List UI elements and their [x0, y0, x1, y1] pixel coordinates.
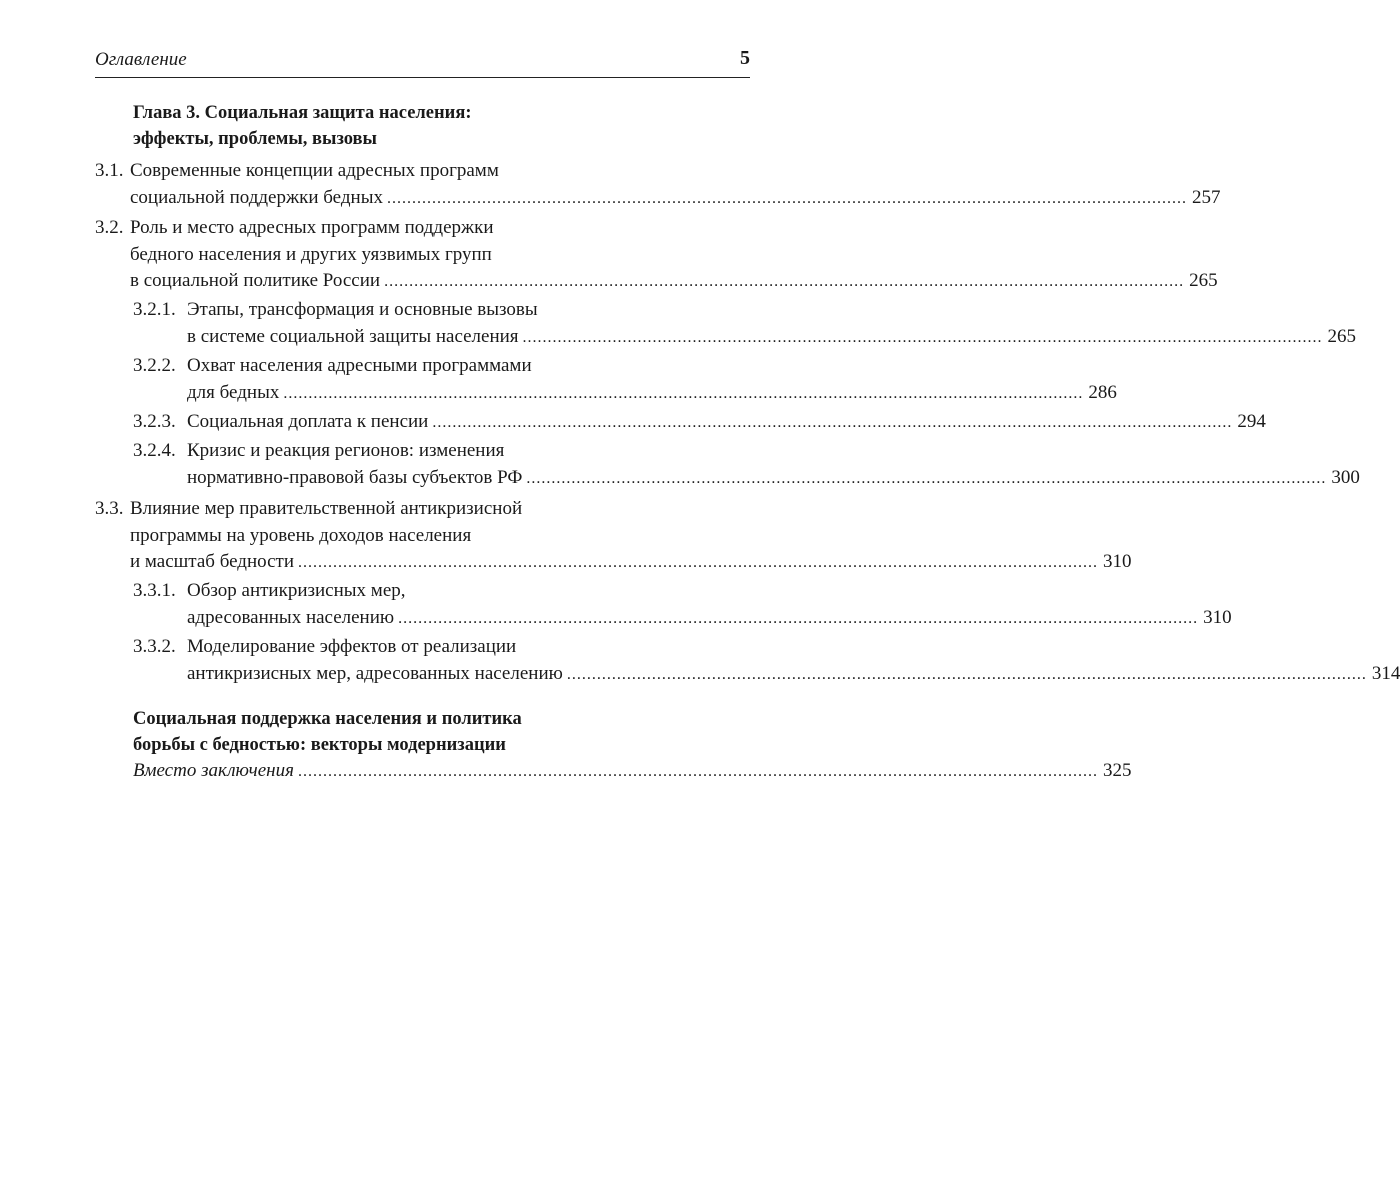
toc-entry-page: 265 [1189, 270, 1218, 291]
toc-entry-line: Роль и место адресных программ поддержки [130, 217, 494, 238]
dot-leader: ................................................................................................................................................................ [526, 469, 1327, 487]
toc-entry-last-line [187, 380, 1117, 408]
toc-entry-title-end: адресованных населению [187, 606, 395, 628]
dot-leader: ................................................................................................................................................................ [298, 554, 1099, 571]
toc-entry-last-line [130, 549, 1132, 577]
toc-entry-3-2[interactable] [95, 215, 1218, 296]
toc-entry-page: 314 [1371, 662, 1400, 684]
toc-entry-last-line [187, 409, 1266, 437]
toc-entry-3-3-1[interactable] [133, 578, 1232, 632]
toc-entry-page: 294 [1237, 411, 1266, 432]
dot-leader: ................................................................................................................................................................ [566, 665, 1367, 683]
toc-entry-number: 3.2.1. [133, 299, 176, 320]
conclusion-heading [133, 706, 522, 758]
toc-entry-title-end: Социальная доплата к пенсии [187, 411, 429, 432]
toc-entry-line: Кризис и реакция регионов: изменения [187, 440, 505, 461]
toc-entry-last-line [187, 605, 1232, 633]
chapter-heading-line-1: Глава 3. Социальная защита населения: [133, 103, 472, 123]
toc-entry-number: 3.3.1. [133, 580, 176, 601]
toc-entry-title-end: нормативно-правовой базы субъектов РФ [187, 466, 523, 488]
dot-leader: ................................................................................................................................................................ [386, 189, 1187, 207]
toc-entry-title-end: социальной поддержки бедных [130, 186, 383, 208]
toc-entry-line: бедного населения и других уязвимых групп [130, 243, 492, 265]
toc-entry-3-3[interactable] [95, 496, 1132, 577]
toc-entry-line: программы на уровень доходов населения [130, 524, 472, 546]
toc-entry-3-2-1[interactable] [133, 297, 1357, 351]
dot-leader: ................................................................................................................................................................ [522, 328, 1323, 346]
toc-entry-page: 286 [1088, 381, 1117, 403]
toc-entry-page: 300 [1331, 466, 1360, 488]
page-number: 5 [740, 47, 750, 69]
toc-entry-title-end: в социальной политике России [130, 270, 381, 291]
chapter-heading [133, 100, 472, 152]
dot-leader: ................................................................................................................................................................ [432, 414, 1233, 431]
toc-entry-page: 265 [1327, 325, 1357, 347]
toc-entry-page: 310 [1203, 606, 1232, 628]
toc-entry-page: 257 [1191, 186, 1221, 208]
toc-entry-page: 310 [1103, 551, 1132, 572]
toc-entry-page: 325 [1102, 760, 1132, 781]
toc-entry-number: 3.1. [95, 160, 124, 181]
toc-entry-last-line [130, 268, 1218, 296]
toc-entry-3-2-2[interactable] [133, 353, 1117, 407]
toc-entry-number: 3.2.2. [133, 355, 176, 376]
running-header-title: Оглавление [95, 49, 187, 70]
conclusion-heading-line-2: борьбы с бедностью: векторы модернизации [133, 735, 506, 755]
toc-entry-number: 3.2.3. [133, 411, 176, 432]
toc-entry-3-1[interactable] [95, 158, 1221, 212]
toc-entry-number: 3.3.2. [133, 636, 176, 657]
toc-entry-number: 3.2. [95, 217, 124, 238]
toc-entry-title-end: Вместо заключения [133, 760, 294, 781]
dot-leader: ................................................................................................................................................................ [384, 273, 1185, 290]
toc-entry-title-end: в системе социальной защиты населения [187, 325, 519, 347]
toc-entry-last-line [133, 758, 1132, 786]
conclusion-heading-line-1: Социальная поддержка населения и политика [133, 709, 522, 729]
toc-entry-3-2-4[interactable] [133, 438, 1360, 492]
toc-entry-title-end: антикризисных мер, адресованных населению [187, 662, 563, 684]
toc-entry-title-end: и масштаб бедности [130, 551, 295, 572]
dot-leader: ................................................................................................................................................................ [398, 609, 1199, 627]
toc-entry-conclusion[interactable] [133, 758, 1132, 786]
dot-leader: ................................................................................................................................................................ [297, 763, 1098, 780]
toc-entry-last-line [187, 324, 1357, 352]
toc-entry-line: Охват населения адресными программами [187, 355, 532, 376]
toc-entry-last-line [187, 661, 1400, 689]
toc-entry-last-line [130, 185, 1221, 213]
toc-entry-number: 3.2.4. [133, 440, 176, 461]
toc-entry-line: Современные концепции адресных программ [130, 160, 499, 181]
chapter-heading-line-2: эффекты, проблемы, вызовы [133, 129, 377, 149]
toc-entry-3-3-2[interactable] [133, 634, 1400, 688]
toc-entry-number: 3.3. [95, 498, 124, 519]
toc-entry-3-2-3[interactable] [133, 409, 1266, 437]
toc-entry-line: Обзор антикризисных мер, [187, 580, 406, 601]
dot-leader: ................................................................................................................................................................ [283, 384, 1084, 402]
toc-entry-last-line [187, 465, 1360, 493]
toc-entry-line: Влияние мер правительственной антикризисной [130, 498, 523, 519]
toc-entry-line: Этапы, трансформация и основные вызовы [187, 299, 538, 320]
toc-entry-line: Моделирование эффектов от реализации [187, 636, 517, 657]
running-header [95, 47, 750, 78]
toc-entry-title-end: для бедных [187, 381, 280, 403]
